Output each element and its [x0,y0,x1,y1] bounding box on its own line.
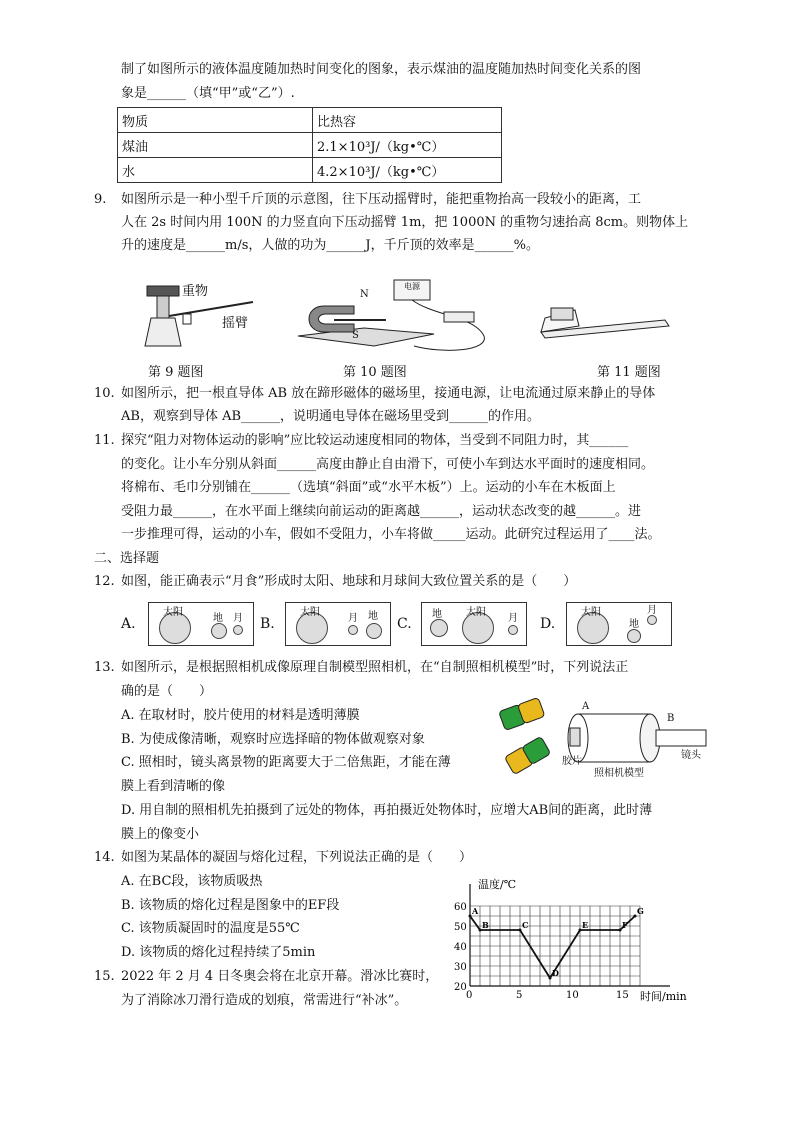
moon-label: 月 [348,613,358,624]
fig10-label-n: N [360,289,369,300]
q12-option-b-label[interactable]: B. [260,616,275,632]
fig9-label-arm: 摇臂 [222,316,249,331]
sun-label: 太阳 [300,607,320,618]
q14-option-d[interactable]: D. 该物质的熔化过程持续了5min [121,945,316,960]
table-cell: 煤油 [118,133,313,158]
chart-marks [469,906,645,980]
fig9-label-weight: 重物 [182,284,209,299]
q12-option-a-diagram[interactable] [148,602,254,646]
q14-stem: 如图为某晶体的凝固与熔化过程，下列说法正确的是（ ） [121,850,473,865]
fig9-caption: 第 9 题图 [148,365,204,380]
point-label: G [637,906,644,916]
q10-number: 10. [94,386,115,401]
point-label: C [522,920,529,930]
q12-option-b-diagram[interactable] [285,602,391,646]
table-header-heat: 比热容 [313,108,502,133]
fig10-label-s: S [352,330,359,341]
moon-label: 月 [233,613,243,624]
moon-circle [233,625,243,635]
q12-option-c-label[interactable]: C. [397,616,412,632]
specific-heat-table [117,107,502,183]
q14-option-c[interactable]: C. 该物质凝固时的温度是55℃ [121,921,300,936]
q8-line1: 制了如图所示的液体温度随加热时间变化的图象，表示煤油的温度随加热时间变化关系的图 [121,62,642,77]
moon-circle [348,625,358,635]
q15-number: 15. [94,969,115,984]
q11-line4: 受阻力最______，在水平面上继续向前运动的距离越______，运动状态改变的越______。进 [121,504,642,519]
q15-line1: 2022 年 2 月 4 日冬奥会将在北京开幕。滑冰比赛时， [121,969,439,984]
earth-label: 地 [432,609,442,620]
sun-label: 太阳 [163,607,183,618]
q9-line3: 升的速度是______m/s，人做的功为______J，千斤顶的效率是______%。 [121,238,539,253]
moon-circle [508,625,518,635]
point-label: B [482,920,489,930]
q14-number: 14. [94,850,115,865]
table-row [118,133,502,158]
earth-circle [627,629,641,643]
chart-axes [454,884,670,1001]
point-label: D [552,968,559,978]
q13-option-d-line1[interactable]: D. 用自制的照相机先拍摄到了远处的物体，再拍摄近处物体时，应增大AB间的距离，此时薄 [121,803,653,818]
sun-label: 太阳 [581,607,601,618]
y-tick-label: 60 [454,902,467,913]
q13-line2: 确的是（ ） [121,684,213,699]
x-axis-label: 时间/min [640,990,687,1003]
fig13-label-film: 胶片 [562,756,582,767]
y-tick-label: 40 [454,942,467,953]
point-label: A [472,906,479,916]
q14-option-a[interactable]: A. 在BC段，该物质吸热 [121,874,263,889]
q11-line1: 探究“阻力对物体运动的影响”应比较运动速度相同的物体，当受到不同阻力时，其______ [121,433,629,448]
earth-label: 地 [213,613,223,624]
q11-line5: 一步推理可得，运动的小车，假如不受阻力，小车将做_____运动。此研究过程运用了____法。 [121,527,661,542]
fig10-caption: 第 10 题图 [343,365,407,380]
earth-circle [211,623,227,639]
q15-line2: 为了消除冰刀滑行造成的划痕，常需进行“补冰”。 [121,993,408,1008]
y-tick-label: 20 [454,982,467,993]
moon-circle [647,615,657,625]
q13-option-c-line1[interactable]: C. 照相时，镜头离景物的距离要大于二倍焦距，才能在薄 [121,755,451,770]
q9-number: 9. [94,192,107,207]
q13-number: 13. [94,660,115,675]
q14-option-b[interactable]: B. 该物质的熔化过程是图象中的EF段 [121,898,340,913]
x-tick-label: 10 [566,990,579,1001]
moon-label: 月 [508,613,518,624]
q11-number: 11. [94,433,115,448]
magnet-circuit-figure [294,276,494,356]
fig13-label-b: B [667,713,675,724]
q12-option-a-label[interactable]: A. [121,616,136,632]
q12-number: 12. [94,574,115,589]
earth-label: 地 [368,611,378,622]
table-header-substance: 物质 [118,108,313,133]
q13-option-a[interactable]: A. 在取材时，胶片使用的材料是透明薄膜 [121,708,360,723]
fig13-label-lens: 镜头 [681,750,701,761]
earth-circle [430,619,448,637]
sun-label: 太阳 [466,607,486,618]
q13-option-d-line2: 膜上的像变小 [121,827,200,842]
x-tick-label: 15 [616,990,629,1001]
section-heading: 二、选择题 [94,551,160,566]
q10-line2: AB，观察到导体 AB______，说明通电导体在磁场里受到______的作用。 [121,409,541,424]
q9-line2: 人在 2s 时间内用 100N 的力竖直向下压动摇臂 1m，把 1000N 的重物匀速抬高 8cm。则物体上 [121,215,689,230]
q12-option-d-diagram[interactable] [566,602,672,646]
point-label: F [622,920,628,930]
q12-option-c-diagram[interactable] [421,602,527,646]
temperature-time-chart [450,876,700,1006]
q8-line2: 象是______（填“甲”或“乙”）. [121,86,295,101]
fig13-label-a: A [582,701,590,712]
ramp-cart-figure [535,296,675,341]
q13-line1: 如图所示，是根据照相机成像原理自制模型照相机，在“自制照相机模型”时，下列说法正 [121,660,629,675]
earth-label: 地 [629,619,639,630]
q12-stem: 如图，能正确表示“月食”形成时太阳、地球和月球间大致位置关系的是（ ） [121,574,577,589]
point-label: E [582,920,589,930]
table-cell: 4.2×10³J/（kg•℃） [313,158,502,183]
y-tick-label: 50 [454,922,467,933]
q13-option-c-line2: 膜上看到清晰的像 [121,779,226,794]
fig11-caption: 第 11 题图 [597,365,661,380]
q9-line1: 如图所示是一种小型千斤顶的示意图，往下压动摇臂时，能把重物抬高一段较小的距离，工 [121,192,642,207]
table-cell: 2.1×10³J/（kg•℃） [313,133,502,158]
table-row [118,158,502,183]
fig13-caption: 照相机模型 [594,768,644,779]
table-row [118,108,502,133]
fig10-label-power: 电源 [404,282,420,291]
x-tick-label: 0 [466,990,473,1001]
q13-option-b[interactable]: B. 为使成像清晰，观察时应选择暗的物体做观察对象 [121,732,425,747]
earth-circle [366,623,382,639]
q11-line3: 将棉布、毛巾分别铺在______（选填“斜面”或“水平木板”）上。运动的小车在木板面上 [121,480,616,495]
moon-label: 月 [647,605,657,616]
table-cell: 水 [118,158,313,183]
q11-line2: 的变化。让小车分别从斜面______高度由静止自由滑下，可使小车到达水平面时的速度相同。 [121,457,655,472]
q12-option-d-label[interactable]: D. [540,616,556,632]
y-axis-label: 温度/℃ [478,878,517,891]
q10-line1: 如图所示，把一根直导体 AB 放在蹄形磁体的磁场里，接通电源，让电流通过原来静止的导体 [121,386,656,401]
x-tick-label: 5 [516,990,523,1001]
y-tick-label: 30 [454,962,467,973]
